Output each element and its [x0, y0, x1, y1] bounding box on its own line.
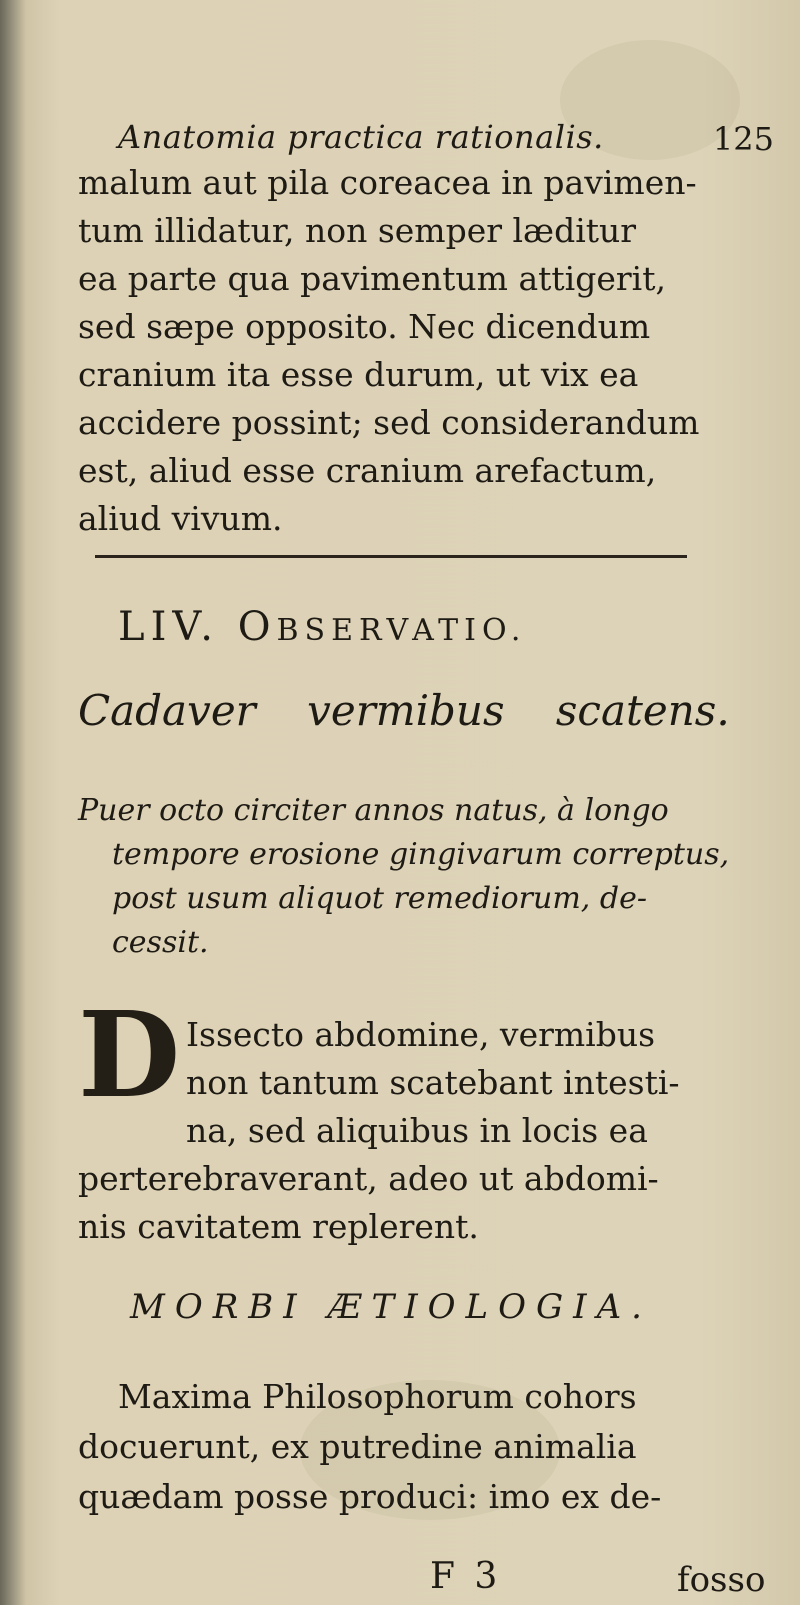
catchword: fosso — [677, 1560, 766, 1600]
drop-cap: D — [78, 985, 181, 1124]
summary-line: tempore erosione gingivarum correptus, — [112, 837, 730, 872]
text-line: perterebraverant, adeo ut abdomi- — [78, 1159, 659, 1198]
observation-title — [118, 604, 526, 650]
text-line: Issecto abdomine, vermibus — [186, 1015, 656, 1054]
text-line: non tantum scatebant intesti- — [186, 1063, 680, 1102]
page-header — [118, 118, 774, 158]
summary-line: post usum aliquot remediorum, de- — [112, 881, 647, 916]
summary-line: cessit. — [112, 925, 209, 960]
running-title: Anatomia practica rationalis. — [118, 118, 604, 156]
text-line: Maxima Philosophorum cohors — [118, 1377, 637, 1416]
signature-mark: F 3 — [430, 1556, 502, 1597]
text-line: malum aut pila coreacea in pavimen- — [78, 163, 697, 202]
observation-initial: O — [237, 604, 277, 650]
text-line: aliud vivum. — [78, 499, 283, 538]
text-line: est, aliud esse cranium arefactum, — [78, 451, 657, 490]
text-line: sed sæpe opposito. Nec dicendum — [78, 307, 651, 346]
section-heading: MORBI ÆTIOLOGIA. — [130, 1287, 652, 1327]
text-line: ea parte qua pavimentum attigerit, — [78, 259, 666, 298]
text-line: na, sed aliquibus in locis ea — [186, 1111, 648, 1150]
text-line: docuerunt, ex putredine animalia — [78, 1427, 637, 1466]
text-line: tum illidatur, non semper læditur — [78, 211, 637, 250]
page-number: 125 — [712, 120, 774, 158]
section-divider — [95, 555, 687, 558]
text-line: accidere possint; sed considerandum — [78, 403, 700, 442]
text-line: cranium ita esse durum, ut vix ea — [78, 355, 639, 394]
observation-subtitle: Cadaver vermibus scatens. — [78, 686, 730, 735]
text-line: quædam posse produci: imo ex de- — [78, 1477, 662, 1516]
observation-word: BSERVATIO. — [276, 613, 527, 648]
observation-number: LIV. — [118, 604, 219, 650]
text-line: nis cavitatem replerent. — [78, 1207, 479, 1246]
summary-line: Puer octo circiter annos natus, à longo — [78, 793, 669, 828]
